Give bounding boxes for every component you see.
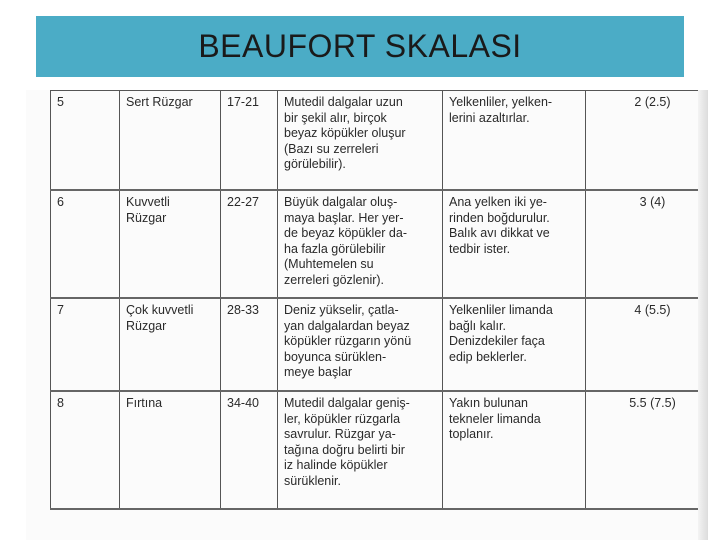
- wind-name-cell: Kuvvetli Rüzgar: [120, 190, 221, 298]
- sea-description-cell: Mutedil dalgalar geniş- ler, köpükler rüzgarla savrulur. Rüzgar ya- tağına doğru belirti bir iz halinde köpükler sürüklenir.: [278, 391, 443, 509]
- table-row: [51, 391, 700, 509]
- effect-cell: Ana yelken iki ye- rinden boğdurulur. Balık avı dikkat ve tedbir ister.: [443, 190, 586, 298]
- wave-height-value: 2 (2.5): [634, 95, 671, 109]
- force-cell: 7: [51, 298, 120, 391]
- wave-height-value: 5.5 (7.5): [629, 396, 676, 410]
- wave-height-cell: [586, 91, 700, 191]
- table-row: [51, 190, 700, 298]
- wind-name-cell: Fırtına: [120, 391, 221, 509]
- table-row: [51, 298, 700, 391]
- effect-cell: Yakın bulunan tekneler limanda toplanır.: [443, 391, 586, 509]
- sea-description-cell: Büyük dalgalar oluş- maya başlar. Her yer- de beyaz köpükler da- ha fazla görülebilir (Muhtemelen su zerreleri gözlenir).: [278, 190, 443, 298]
- beaufort-table: [50, 90, 700, 510]
- wave-height-value: 3 (4): [639, 195, 666, 209]
- wave-height-cell: [586, 391, 700, 509]
- force-cell: 6: [51, 190, 120, 298]
- slide-title: BEAUFORT SKALASI: [198, 28, 522, 64]
- title-banner: [36, 16, 684, 77]
- wind-speed-cell: 22-27: [221, 190, 278, 298]
- force-cell: 8: [51, 391, 120, 509]
- wind-speed-cell: 17-21: [221, 91, 278, 191]
- wave-height-value: 4 (5.5): [634, 303, 671, 317]
- effect-cell: Yelkenliler limanda bağlı kalır. Denizdekiler faça edip beklerler.: [443, 298, 586, 391]
- wind-speed-cell: 28-33: [221, 298, 278, 391]
- wave-height-cell: [586, 298, 700, 391]
- sea-description-cell: Deniz yükselir, çatla- yan dalgalardan beyaz köpükler rüzgarın yönü boyunca sürüklen- meye başlar: [278, 298, 443, 391]
- wind-name-cell: Çok kuvvetli Rüzgar: [120, 298, 221, 391]
- effect-cell: Yelkenliler, yelken- lerini azaltırlar.: [443, 91, 586, 191]
- force-cell: 5: [51, 91, 120, 191]
- scanned-table-image: [26, 90, 708, 540]
- scan-edge-shadow: [698, 90, 708, 540]
- wind-name-cell: Sert Rüzgar: [120, 91, 221, 191]
- wave-height-cell: [586, 190, 700, 298]
- wind-speed-cell: 34-40: [221, 391, 278, 509]
- table-row: [51, 91, 700, 191]
- sea-description-cell: Mutedil dalgalar uzun bir şekil alır, birçok beyaz köpükler oluşur (Bazı su zerreleri görülebilir).: [278, 91, 443, 191]
